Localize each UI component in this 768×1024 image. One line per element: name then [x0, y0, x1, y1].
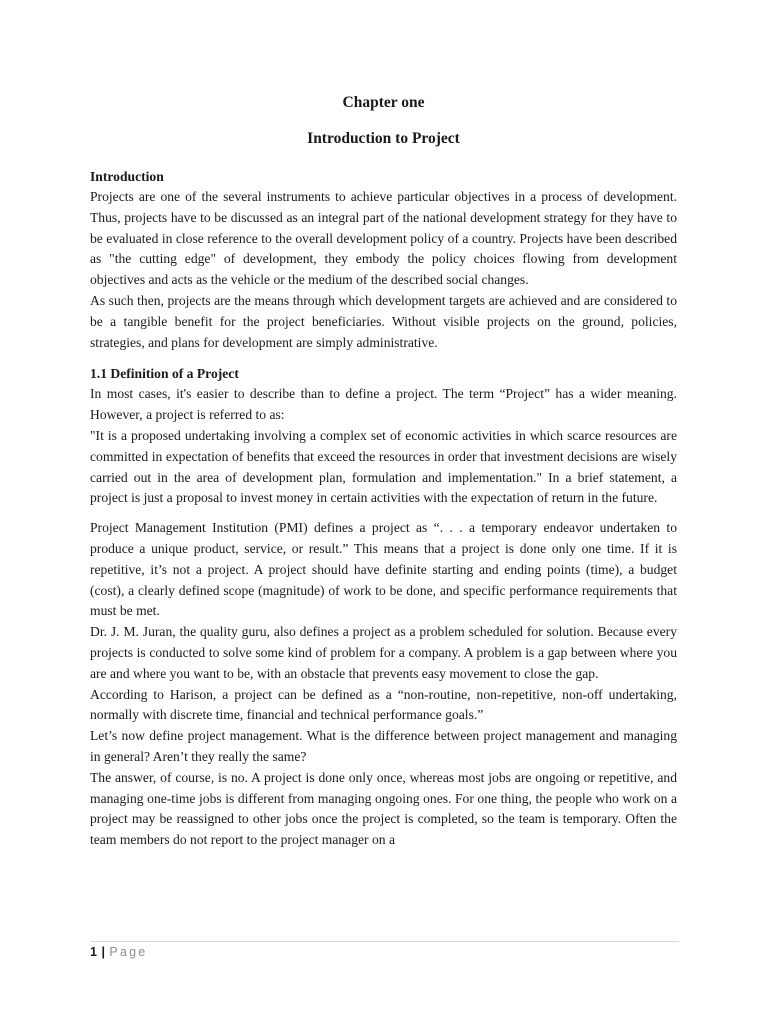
- definition-heading: 1.1 Definition of a Project: [90, 366, 239, 382]
- project-management-answer-paragraph: The answer, of course, is no. A project is done only once, whereas most jobs are ongoing or repetitive, and managing one-time jobs is different from managing ongoing ones. For one thing, the people who work on a project may be reassigned to other jobs once the project is completed, so the team is temporary. Often the team members do not report to the project manager on a: [90, 769, 677, 848]
- definition-quote-paragraph: "It is a proposed undertaking involving a complex set of economic activities in which scarce resources are committed in expectation of benefits that exceed the resources in order that investment decisions are wisely carried out in the area of development plan, formulation and implementation." In a brief statement, a project is just a proposal to invest money in certain activities with the expectation of return in the future.: [90, 427, 677, 506]
- definition-paragraph: In most cases, it's easier to describe than to define a project. The term “Project” has a wider meaning. However, a project is referred to as:: [90, 386, 677, 423]
- footer-divider: [90, 941, 679, 942]
- juran-definition-paragraph: Dr. J. M. Juran, the quality guru, also defines a project as a problem scheduled for solution. Because every projects is conducted to solve some kind of problem for a company. A problem is a gap between where you are and where you want to be, with an obstacle that prevents easy movement to close the gap.: [90, 624, 677, 681]
- harison-definition-paragraph: According to Harison, a project can be defined as a “non-routine, non-repetitive, non-off undertaking, normally with discrete time, financial and technical performance goals.”: [90, 686, 677, 723]
- page-number: 1: [90, 945, 98, 959]
- intro-paragraph: As such then, projects are the means through which development targets are achieved and are considered to be a tangible benefit for the project beneficiaries. Without visible projects on the ground, policies, strategies, and plans for development are simply administrative.: [90, 292, 677, 350]
- introduction-heading: Introduction: [90, 169, 164, 184]
- chapter-label: Chapter one: [342, 94, 425, 111]
- chapter-title: Introduction to Project: [307, 130, 460, 147]
- project-management-question-paragraph: Let’s now define project management. What is the difference between project management and managing in general? Aren’t they really the same?: [90, 728, 677, 764]
- page-label: Page: [109, 945, 148, 959]
- page-footer: [90, 943, 147, 961]
- intro-paragraph: Projects are one of the several instruments to achieve particular objectives in a process of development. Thus, projects have to be discussed as an integral part of the national development strategy for they have to be evaluated in close reference to the overall development policy of a country. Projects have been described as "the cutting edge" of development, they embody the policy choices flowing from development objectives and acts as the vehicle or the medium of the described social changes.: [90, 189, 677, 288]
- definition-section: [90, 363, 677, 851]
- footer-separator: |: [101, 945, 106, 959]
- introduction-section: [90, 166, 677, 353]
- pmi-definition-paragraph: Project Management Institution (PMI) defines a project as “. . . a temporary endeavor undertaken to produce a unique product, service, or result.” This means that a project is done only one time. If it is repetitive, it’s not a project. A project should have definite starting and ending points (time), a budget (cost), a clearly defined scope (magnitude) of work to be done, and specific performance requirements that must be met.: [90, 520, 677, 619]
- document-page: [90, 92, 677, 851]
